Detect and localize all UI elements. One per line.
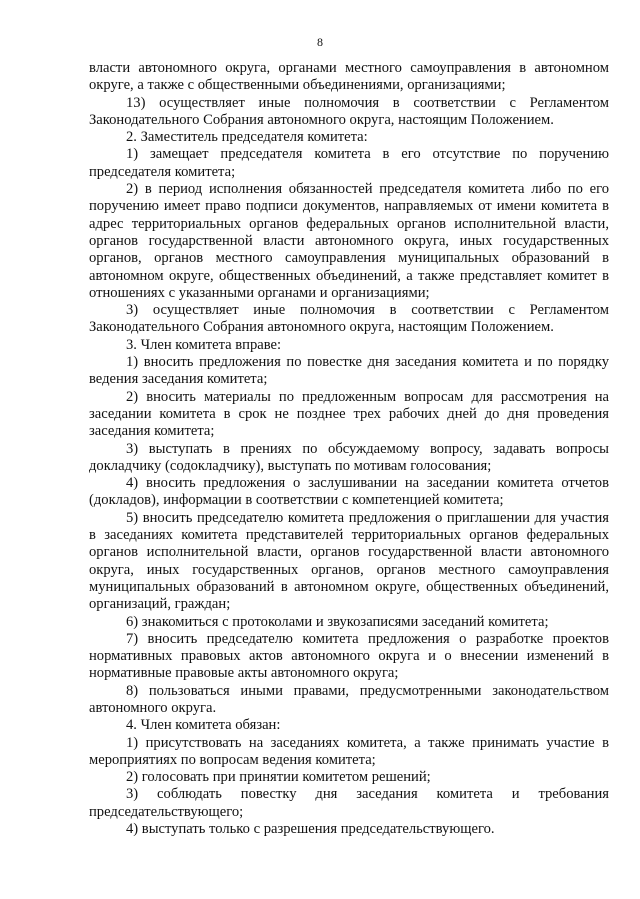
paragraph-rights-item-4: 4) вносить предложения о заслушивании на заседании комитета отчетов (докладов), информации в соответствии с компетенцией комитета; — [89, 475, 609, 509]
paragraph-deputy-item-2: 2) в период исполнения обязанностей председателя комитета либо по его поручению имеет право подписи документов, направляемых от имени комитета в адрес территориальных органов федеральных органов исполнительной власти, органов государственной власти автономного округа, иных государственных органов, органов местного самоуправления муниципальных образований в автономном округе, общественных объединений, а также представляет комитет в отношениях с указанными органами и организациями; — [89, 181, 609, 301]
paragraph-continuation: власти автономного округа, органами местного самоуправления в автономном округе, а также с общественными объединениями, организациями; — [89, 60, 609, 94]
paragraph-duties-item-2: 2) голосовать при принятии комитетом решений; — [126, 769, 431, 786]
paragraph-duties-item-1: 1) присутствовать на заседаниях комитета, а также принимать участие в мероприятиях по вопросам ведения комитета; — [89, 734, 609, 768]
paragraph-duties-item-4: 4) выступать только с разрешения председательствующего. — [126, 821, 495, 838]
section-heading-member-duties: 4. Член комитета обязан: — [126, 717, 281, 734]
paragraph-rights-item-8: 8) пользоваться иными правами, предусмотренными законодательством автономного округа. — [89, 682, 609, 716]
section-heading-deputy-chair: 2. Заместитель председателя комитета: — [126, 129, 368, 146]
paragraph-rights-item-6: 6) знакомиться с протоколами и звукозаписями заседаний комитета; — [126, 613, 549, 630]
section-heading-member-rights: 3. Член комитета вправе: — [126, 336, 282, 353]
paragraph-rights-item-7: 7) вносить председателю комитета предложения о разработке проектов нормативных правовых актов автономного округа и о внесении изменений в нормативные правовые акты автономного округа; — [89, 630, 609, 682]
paragraph-rights-item-2: 2) вносить материалы по предложенным вопросам для рассмотрения на заседании комитета в срок не позднее трех рабочих дней до дня проведения заседания комитета; — [89, 388, 609, 440]
paragraph-item-13: 13) осуществляет иные полномочия в соответствии с Регламентом Законодательного Собрания автономного округа, настоящим Положением. — [89, 94, 609, 128]
paragraph-deputy-item-1: 1) замещает председателя комитета в его отсутствие по поручению председателя комитета; — [89, 146, 609, 180]
document-body — [89, 60, 609, 838]
paragraph-duties-item-3: 3) соблюдать повестку дня заседания комитета и требования председательствующего; — [89, 786, 609, 820]
paragraph-rights-item-3: 3) выступать в прениях по обсуждаемому вопросу, задавать вопросы докладчику (содокладчику), выступать по мотивам голосования; — [89, 440, 609, 474]
paragraph-deputy-item-3: 3) осуществляет иные полномочия в соответствии с Регламентом Законодательного Собрания автономного округа, настоящим Положением. — [89, 302, 609, 336]
page-number: 8 — [317, 35, 323, 49]
paragraph-rights-item-5: 5) вносить председателю комитета предложения о приглашении для участия в заседаниях комитета представителей территориальных органов федеральных органов исполнительной власти, органов государственной власти автономного округа, иных государственных органов, органов местного самоуправления муниципальных образований в автономном округе, общественных объединений, организаций, граждан; — [89, 509, 609, 613]
paragraph-rights-item-1: 1) вносить предложения по повестке дня заседания комитета и по порядку ведения заседания комитета; — [89, 354, 609, 388]
